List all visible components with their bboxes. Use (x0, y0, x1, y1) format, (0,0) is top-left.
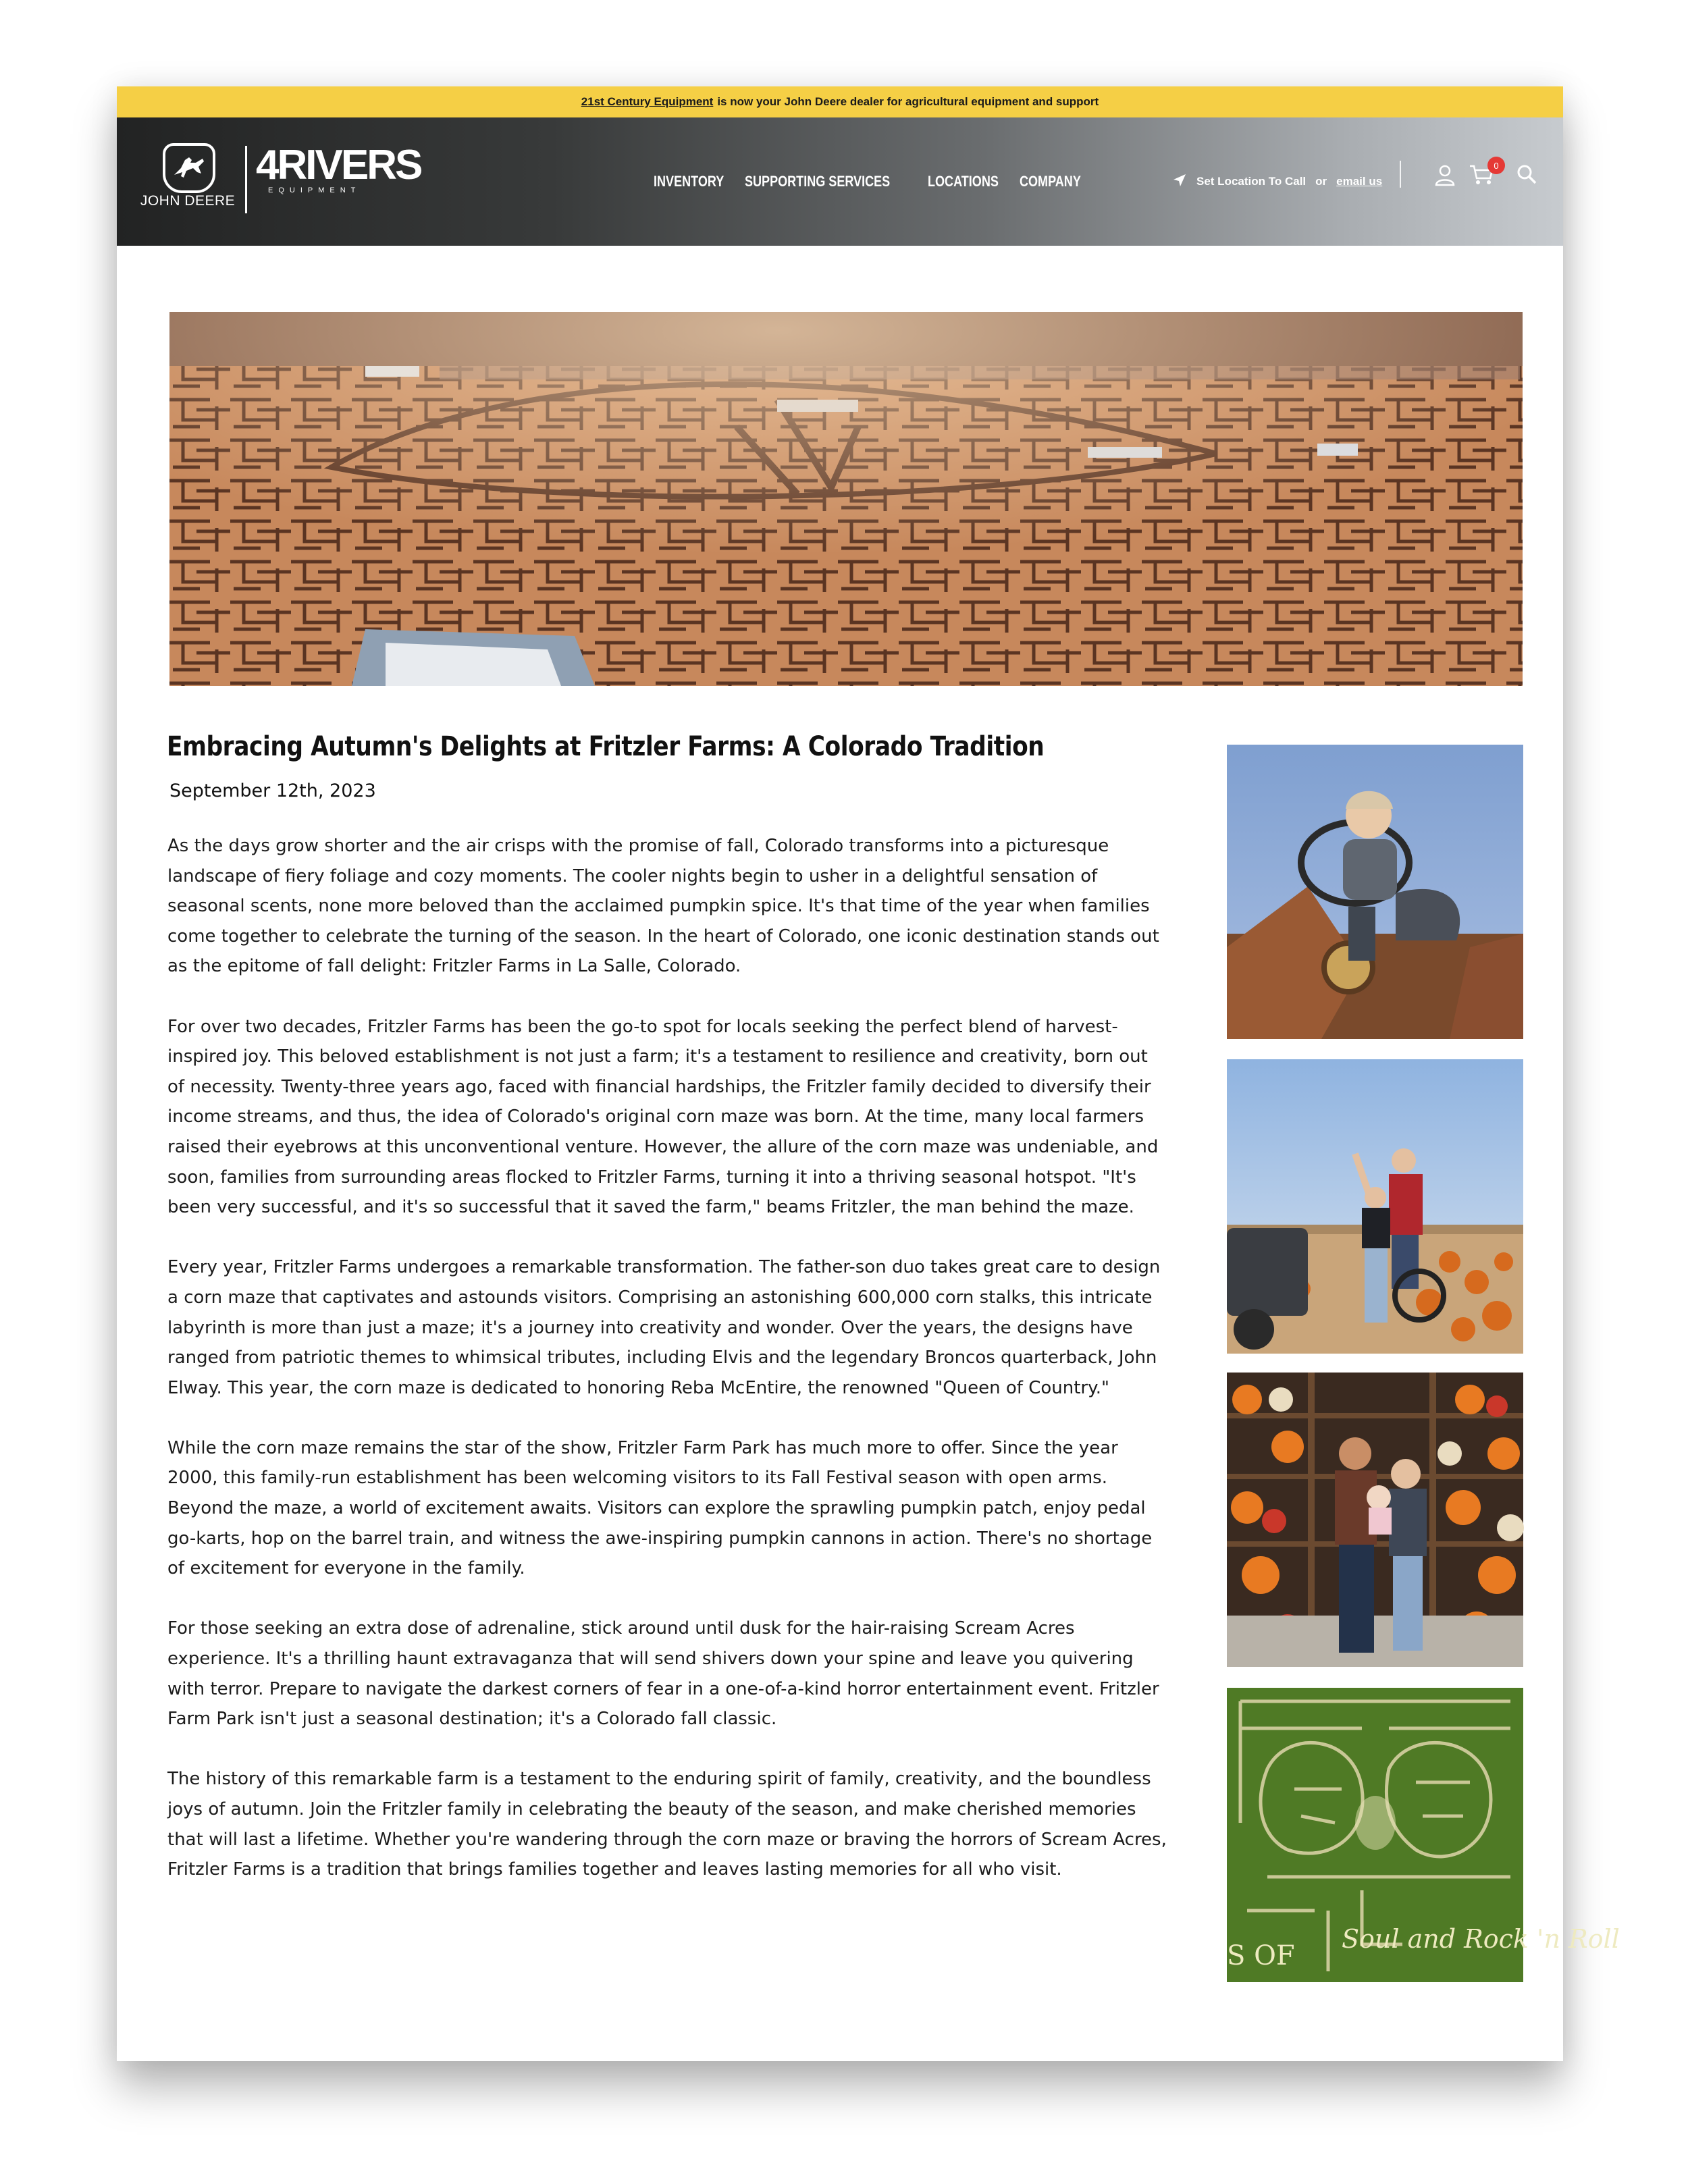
4rivers-wordmark: 4RIVERS (256, 142, 421, 188)
main-nav (654, 117, 1081, 246)
john-deere-wordmark: JOHN DEERE (140, 193, 236, 209)
john-deere-logo[interactable] (137, 143, 238, 217)
article-paragraph: While the corn maze remains the star of the show, Fritzler Farm Park has much more to offer. Since the year 2000, this family-run establishment has been welcoming visitors to its Fall Festival season with open arms. Beyond the maze, a world of excitement awaits. Visitors can explore the sprawling pumpkin patch, enjoy pedal go-karts, hop on the barrel train, and witness the awe-inspiring pumpkin cannons in action. There's no shortage of excitement for everyone in the family. (167, 1437, 1153, 1579)
article-paragraph: As the days grow shorter and the air crisps with the promise of fall, Colorado transforms into a picturesque landscape of fiery foliage and cozy moments. The cooler nights begin to usher in a delightful sensation of seasonal scents, none more beloved than the acclaimed pumpkin spice. It's that time of the year when families come together to celebrate the turning of the season. In the heart of Colorado, one iconic destination stands out as the epitome of fall delight: Fritzler Farms in La Salle, Colorado. (167, 836, 1159, 977)
promo-dealer-link[interactable]: 21st Century Equipment (581, 95, 714, 108)
photo-family-pumpkin-patch (1227, 1059, 1523, 1354)
or-label: or (1315, 175, 1327, 188)
4rivers-logo[interactable] (256, 144, 421, 194)
article-paragraph: Every year, Fritzler Farms undergoes a remarkable transformation. The father-son duo takes great care to design a corn maze that captivates and astounds visitors. Comprising an astonishing 600,000 corn stalks, this intricate labyrinth is more than just a maze; it's a journey into creativity and wonder. Over the years, the designs have ranged from patriotic themes to whimsical tributes, including Elvis and the legendary Broncos quarterback, John Elway. This year, the corn maze is dedicated to honoring Reba McEntire, the renowned "Queen of Country." (167, 1257, 1161, 1398)
article-title: Embracing Autumn's Delights at Fritzler Farms: A Colorado Tradition (167, 731, 1045, 762)
nav-locations[interactable]: LOCATIONS (927, 173, 999, 190)
article-paragraph: The history of this remarkable farm is a testament to the enduring spirit of family, creativity, and the boundless joys of autumn. Join the Fritzler family in celebrating the beauty of the season, and make cherished memories that will last a lifetime. Whether you're wandering through the corn maze or braving the horrors of Scream Acres, Fritzler Farms is a tradition that brings families together and leaves lasting memories for all who visit. (167, 1769, 1167, 1880)
email-us-link[interactable]: email us (1336, 175, 1383, 188)
hero-corn-maze-image (169, 312, 1523, 686)
site-header (117, 117, 1563, 246)
location-arrow-icon (1172, 173, 1187, 191)
nav-company[interactable]: COMPANY (1019, 173, 1081, 190)
4rivers-subtitle: EQUIPMENT (268, 186, 361, 194)
set-location-link[interactable]: Set Location To Call (1196, 175, 1307, 188)
promo-banner (117, 86, 1563, 117)
cart-count-badge: 0 (1487, 157, 1505, 174)
article-body (167, 831, 1167, 1915)
user-icon[interactable] (1433, 163, 1456, 189)
photo-child-on-tractor (1227, 745, 1523, 1039)
maze-soul-text: Soul and Rock 'n Roll (1342, 1924, 1620, 1954)
logo-divider (245, 146, 247, 213)
promo-text: is now your John Deere dealer for agricultural equipment and support (717, 95, 1099, 108)
location-bar (1172, 117, 1382, 246)
photo-corn-maze-elvis (1227, 1688, 1620, 1982)
header-separator (1400, 161, 1401, 188)
nav-supporting-services[interactable]: SUPPORTING SERVICES (745, 173, 891, 190)
article-paragraph: For those seeking an extra dose of adrenaline, stick around until dusk for the hair-raising Scream Acres experience. It's a thrilling haunt extravaganza that will send shivers down your spine and leave you quivering with terror. Prepare to navigate the darkest corners of fear in a one-of-a-kind horror entertainment event. Fritzler Farm Park isn't just a seasonal destination; it's a Colorado fall classic. (167, 1618, 1159, 1730)
maze-partial-text: S OF (1227, 1940, 1295, 1971)
nav-inventory[interactable]: INVENTORY (654, 173, 724, 190)
search-icon[interactable] (1516, 163, 1537, 188)
photo-couple-with-baby-pumpkins (1227, 1373, 1523, 1667)
article-paragraph: For over two decades, Fritzler Farms has been the go-to spot for locals seeking the perfect blend of harvest-inspired joy. This beloved establishment is not just a farm; it's a testament to resilience and creativity, born out of necessity. Twenty-three years ago, faced with financial hardships, the Fritzler family decided to diversify their income streams, and thus, the idea of Colorado's original corn maze was born. At the time, many local farmers raised their eyebrows at this unconventional venture. However, the allure of the corn maze was undeniable, and soon, families from surrounding areas flocked to Fritzler Farms, turning it into a thriving seasonal hotspot. "It's been very successful, and it's so successful that it saved the farm," beams Fritzler, the man behind the maze. (167, 1016, 1159, 1218)
leaping-deer-icon (163, 143, 215, 193)
article-date: September 12th, 2023 (169, 780, 376, 801)
page-card (117, 86, 1620, 2061)
